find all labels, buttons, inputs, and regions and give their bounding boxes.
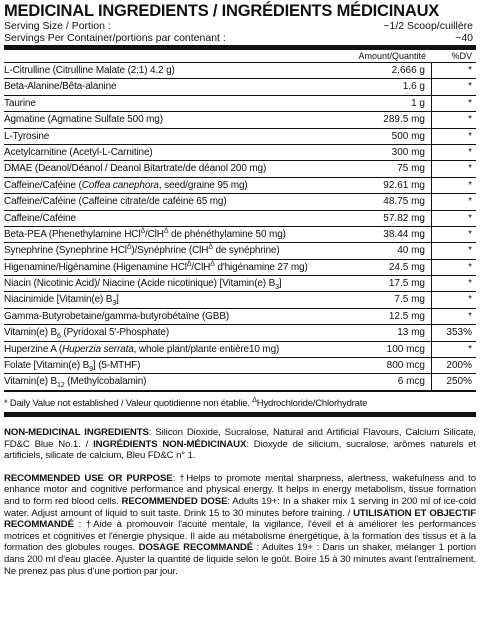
ingredient-amount: 100 mcg <box>335 342 432 357</box>
table-row <box>4 358 476 374</box>
ingredient-name <box>4 260 335 275</box>
ingredient-dv: * <box>468 212 472 224</box>
ingredient-amount: 500 mg <box>335 129 432 144</box>
ingredient-name-part: Huperzine A ( <box>4 343 63 355</box>
ingredient-name-part: /ClH <box>144 228 164 240</box>
recommended-use <box>4 473 476 577</box>
ingredient-dv: 250% <box>446 376 472 388</box>
ingredient-name-part: de phénéthylamine 50 mg) <box>168 228 286 240</box>
ingredient-name-part: Niacin (Nicotinic Acid)/ Niacine (Acide nicotinique) [Vitamin(e) B <box>4 278 276 290</box>
column-header-name <box>4 50 336 62</box>
ingredient-amount: 300 mg <box>335 145 432 160</box>
ingredient-name <box>4 342 335 357</box>
ingredient-name-part: Huperzia serrata <box>62 343 134 355</box>
table-row <box>4 145 476 161</box>
ingredient-name <box>4 325 335 340</box>
table-row <box>4 342 476 358</box>
ingredient-dv: 353% <box>446 327 472 339</box>
table-row <box>4 79 476 95</box>
recommended-use-label-fr: UTILISATION ET OBJECTIF RECOMMANDÉ <box>4 507 476 531</box>
ingredient-name-part: Δ <box>140 227 145 235</box>
ingredient-name-part: Δ <box>126 243 132 251</box>
table-row <box>4 227 476 243</box>
ingredient-amount: 800 mcg <box>335 358 432 373</box>
ingredient-name: Caffeine/Caféine <box>4 212 76 224</box>
table-row <box>4 276 476 292</box>
table-row <box>4 129 476 145</box>
ingredient-amount: 6 mcg <box>335 374 432 389</box>
ingredient-name-part: Beta-PEA (Phenethylamine HCl <box>4 228 141 240</box>
ingredient-amount: 1 g <box>335 96 432 111</box>
ingredient-dv: * <box>468 245 472 257</box>
ingredient-name-part: ] <box>116 294 119 306</box>
ingredient-name-part: Δ <box>186 260 192 268</box>
ingredient-amount: 12.5 mg <box>335 309 432 324</box>
ingredient-name-part: 6 <box>57 333 61 341</box>
ingredient-dv: * <box>468 278 472 290</box>
ingredient-amount: 38.44 mg <box>335 227 432 242</box>
ingredient-name-part: 3 <box>275 284 279 292</box>
ingredient-name <box>4 227 335 242</box>
ingredient-dv: 200% <box>446 360 472 372</box>
ingredient-amount: 40 mg <box>335 243 432 258</box>
ingredient-dv: * <box>468 196 472 208</box>
ingredient-amount: 57.82 mg <box>335 211 432 226</box>
ingredient-amount: 289.5 mg <box>335 112 432 127</box>
ingredient-name: Taurine <box>4 97 36 109</box>
recommended-dose-text-fr: : Adultes 19+ : Dans un shaker, mélanger 1 portion dans 200 ml d'eau glacée. Ajuster la quantité de liquide selon le goût. Boire 15 à 30 minutes avant l'entraînement. Ne prenez pas plus d'une portion par jour. <box>4 542 476 577</box>
table-row <box>4 112 476 128</box>
serving-size-value: ~1/2 Scoop/cuillère <box>383 20 473 32</box>
column-header-dv: %DV <box>451 51 472 61</box>
ingredient-name-part: , whole plant/plante entière10 mg) <box>133 343 280 355</box>
ingredient-amount: 92.61 mg <box>335 178 432 193</box>
table-row <box>4 292 476 308</box>
table-row <box>4 96 476 112</box>
supplement-label <box>4 0 476 577</box>
ingredients-table <box>4 63 476 392</box>
ingredient-name: DMAE (Deanol/Déanol / Deanol Bitartrate/de déanol 200 mg) <box>4 163 267 175</box>
table-row <box>4 260 476 276</box>
ingredient-name-part: Δ <box>208 243 213 251</box>
ingredient-name-part: (Pyridoxal 5'-Phosphate) <box>60 327 170 339</box>
ingredient-name-part: 3 <box>112 300 117 308</box>
ingredient-name: Beta-Alanine/Bêta-alanine <box>4 81 117 93</box>
ingredient-name-part: Coffea canephora <box>81 179 159 191</box>
ingredient-name-part: Vitamin(e) B <box>4 327 58 339</box>
ingredient-dv: * <box>468 228 472 240</box>
table-row <box>4 194 476 210</box>
ingredient-amount: 2.666 g <box>335 63 432 78</box>
ingredient-dv: * <box>468 81 472 93</box>
servings-per-container-label: Servings Per Container/portions par contenant : <box>4 32 226 44</box>
table-row <box>4 161 476 177</box>
ingredient-name: L-Tyrosine <box>4 130 50 142</box>
table-row <box>4 325 476 341</box>
footnote-text: * Daily Value not established / Valeur quotidienne non établie. <box>4 397 250 409</box>
table-row <box>4 374 476 389</box>
ingredient-name <box>4 243 335 258</box>
ingredient-name-part: Vitamin(e) B <box>4 376 58 388</box>
ingredient-amount: 48.75 mg <box>335 194 432 209</box>
ingredient-name-part: ] <box>278 278 282 290</box>
ingredient-name-part: de synéphrine) <box>212 245 280 257</box>
ingredient-name-part: , seed/graine 95 mg) <box>158 179 248 191</box>
ingredient-name: L-Citrulline (Citrulline Malate (2:1) 4.2 g) <box>4 65 175 76</box>
ingredient-name: Acetylcarnitine (Acetyl-L-Carnitine) <box>4 146 153 158</box>
ingredient-name-part: ] (5-MTHF) <box>92 360 141 372</box>
ingredient-amount: 7.5 mg <box>335 292 432 307</box>
ingredient-name-part: Folate [Vitamin(e) B <box>4 360 90 372</box>
non-medicinal-label-fr: INGRÉDIENTS NON-MÉDICINAUX <box>93 438 247 450</box>
ingredient-dv: * <box>468 97 472 109</box>
label-title: MEDICINAL INGREDIENTS / INGRÉDIENTS MÉDICINAUX <box>4 2 440 20</box>
recommended-use-text: : †Helps to promote mental sharpness, alertness, wakefulness and to enhance motor and cognitive performance and physical energy. It helps in energy metabolism, tissue formation and to form red blood cells. <box>4 472 476 507</box>
ingredient-amount: 75 mg <box>335 161 432 176</box>
ingredient-name <box>4 374 335 389</box>
recommended-use-label: RECOMMENDED USE OR PURPOSE <box>4 472 173 484</box>
footnote <box>4 392 476 417</box>
ingredient-dv: * <box>468 179 472 191</box>
ingredient-name <box>4 292 335 307</box>
ingredient-name-part: Δ <box>210 260 215 268</box>
table-row <box>4 243 476 259</box>
ingredient-name-part: Synephrine (Synephrine HCl <box>4 245 127 257</box>
non-medicinal-text-fr: : Dioxyde de silicium, sucralose, arômes naturels et artificiels, silicate de calcium, Bleu FD&C n° 1. <box>4 438 476 462</box>
ingredient-dv: * <box>468 146 472 158</box>
ingredient-name: Agmatine (Agmatine Sulfate 500 mg) <box>4 114 163 126</box>
footnote-hcl: Hydrochloride/Chlorhydrate <box>256 397 368 409</box>
non-medicinal-text-en: : Silicon Dioxide, Sucralose, Natural and Artificial Flavours, Calcium Silicate, FD&C Blue No.1. / <box>4 426 476 450</box>
ingredient-dv: * <box>468 163 472 175</box>
ingredient-name <box>4 358 335 373</box>
footnote-delta: Δ <box>252 396 257 404</box>
servings-per-container-row <box>4 32 476 44</box>
ingredient-amount: 17.5 mg <box>335 276 432 291</box>
ingredient-amount: 13 mg <box>335 325 432 340</box>
ingredient-name-part: 12 <box>57 382 65 390</box>
ingredient-name-part: Niacinimide [Vitamin(e) B <box>4 294 113 306</box>
ingredient-name-part: )/Synéphrine (ClH <box>131 245 209 257</box>
table-row <box>4 309 476 325</box>
ingredient-name-part: Δ <box>163 227 169 235</box>
ingredient-dv: * <box>468 294 472 306</box>
ingredient-dv: * <box>468 130 472 142</box>
ingredient-name-part: /ClH <box>191 261 211 273</box>
non-medicinal-label-en: NON-MEDICINAL INGREDIENTS <box>4 426 149 438</box>
ingredient-dv: * <box>468 310 472 322</box>
servings-per-container-value: ~40 <box>455 32 473 44</box>
serving-size-row <box>4 20 476 32</box>
table-header <box>4 50 476 63</box>
ingredient-dv: * <box>468 114 472 126</box>
ingredient-name-part: (Methylcobalamin) <box>64 376 147 388</box>
table-row <box>4 211 476 227</box>
ingredient-dv: * <box>468 65 472 76</box>
ingredient-name <box>4 276 335 291</box>
recommended-dose-label-fr: DOSAGE RECOMMANDÉ <box>138 542 254 554</box>
table-row <box>4 178 476 194</box>
ingredient-name <box>4 178 335 193</box>
non-medicinal-ingredients <box>4 427 476 462</box>
serving-size-label: Serving Size / Portion : <box>4 20 111 32</box>
recommended-use-text-fr: : †Aide à promouvoir l'acuité mentale, la vigilance, l'éveil et à améliorer les performances motrices et cognitives et l'énergie physique. Il aide au métabolisme énergétique, à la formation des tissus et à la formation des globules rouges. <box>4 519 476 554</box>
ingredient-dv: * <box>468 343 472 355</box>
ingredient-name: Gamma-Butyrobetaine/gamma-butyrobétaïne (GBB) <box>4 310 230 322</box>
column-header-amount: Amount/Quantité <box>358 51 426 61</box>
ingredient-amount: 1.6 g <box>335 79 432 94</box>
ingredient-name-part: d'higénamine 27 mg) <box>214 261 308 273</box>
recommended-dose-text: : Adults 19+: In a shaker mix 1 serving in 200 ml of ice-cold water. Adjust amount of liquid to suit taste. Drink 15 to 30 minutes before training. / <box>4 495 476 519</box>
ingredient-name-part: Caffeine/Caféine ( <box>4 179 82 191</box>
ingredient-name-part: Higenamine/Higénamine (Higenamine HCl <box>4 261 187 273</box>
ingredient-name: Caffeine/Caféine (Caffeine citrate/de caféine 65 mg) <box>4 196 227 208</box>
ingredient-name-part: 9 <box>89 366 93 374</box>
ingredient-amount: 24.5 mg <box>335 260 432 275</box>
ingredient-dv: * <box>468 261 472 273</box>
table-row <box>4 63 476 79</box>
recommended-dose-label: RECOMMENDED DOSE <box>121 495 228 507</box>
